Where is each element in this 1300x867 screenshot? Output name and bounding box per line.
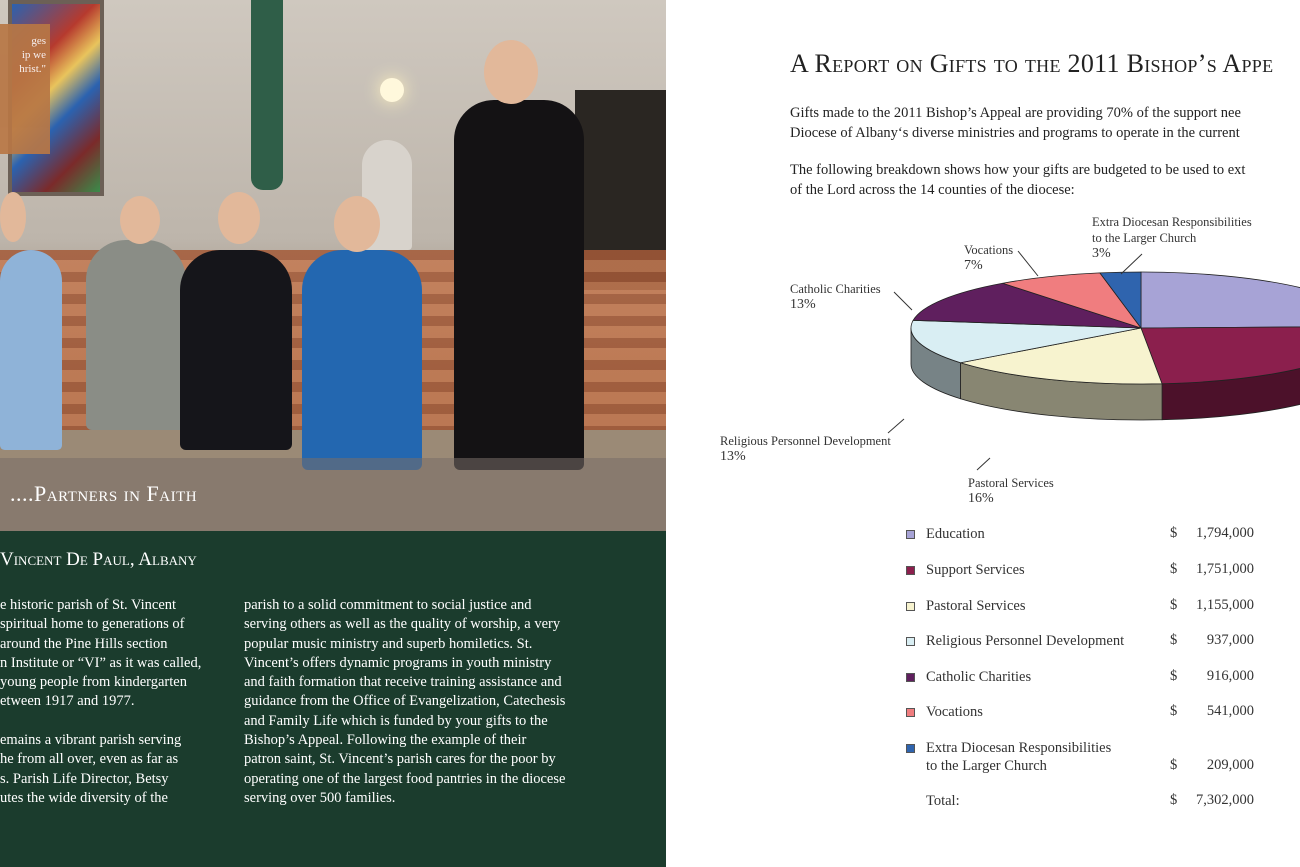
- legend-amount: 1,155,000: [1196, 597, 1254, 613]
- callout-leader-line: [977, 458, 990, 470]
- legend-label-line: Vocations: [926, 704, 983, 720]
- report-title: A Report on Gifts to the 2011 Bishop’s Appe: [790, 49, 1274, 78]
- legend-currency: $: [1170, 757, 1178, 773]
- legend-label-line: Catholic Charities: [926, 669, 1032, 685]
- legend-swatch: [906, 708, 915, 717]
- paragraph-gap: [0, 712, 201, 731]
- intro-paragraph-2: [790, 161, 1245, 200]
- legend-amount: 937,000: [1206, 632, 1254, 648]
- callout-name: Catholic Charities: [790, 282, 881, 296]
- green-banner-drape: [251, 0, 283, 190]
- pie-slice: [1141, 272, 1300, 328]
- article-line: spiritual home to generations of: [0, 616, 185, 633]
- article-line: serving over 500 families.: [244, 789, 396, 806]
- person-5: [454, 100, 584, 470]
- legend-label-line: Education: [926, 526, 985, 542]
- callout-name: Extra Diocesan Responsibilities: [1092, 215, 1252, 229]
- callout-percent: 3%: [1092, 246, 1111, 261]
- person-4: [302, 250, 422, 470]
- intro-line: of the Lord across the 14 counties of the diocese:: [790, 181, 1075, 198]
- quote-box: [0, 24, 50, 154]
- pie-callout-label: [964, 242, 1013, 274]
- callout-name: Vocations: [964, 243, 1014, 257]
- legend-currency: $: [1170, 703, 1178, 719]
- legend-currency: $: [1170, 525, 1178, 541]
- article-column-1: [0, 596, 201, 808]
- callout-percent: 7%: [964, 258, 983, 273]
- legend-label-line: Pastoral Services: [926, 598, 1026, 614]
- legend-amount: 541,000: [1206, 703, 1254, 719]
- article-line: Bishop’s Appeal. Following the example of their: [244, 732, 527, 749]
- article-line: and faith formation that receive training assistance and: [244, 674, 562, 691]
- legend-label: [926, 703, 983, 721]
- legend-currency: $: [1170, 668, 1178, 684]
- article-line: etween 1917 and 1977.: [0, 693, 135, 710]
- article-line: operating one of the largest food pantries in the diocese: [244, 770, 566, 787]
- total-currency: $: [1170, 792, 1178, 808]
- article-line: e historic parish of St. Vincent: [0, 597, 177, 613]
- article-line: popular music ministry and superb homiletics. St.: [244, 635, 533, 652]
- intro-paragraph-1: [790, 104, 1241, 143]
- legend-label-line: to the Larger Church: [926, 758, 1047, 774]
- article-line: guidance from the Office of Evangelization, Catechesis: [244, 693, 566, 710]
- legend-label-line: Religious Personnel Development: [926, 633, 1125, 649]
- legend-label: [926, 561, 1025, 579]
- legend-swatch: [906, 637, 915, 646]
- right-page: [666, 0, 1300, 867]
- legend-label-line: Extra Diocesan Responsibilities: [926, 740, 1112, 756]
- legend-amount: 1,794,000: [1196, 525, 1254, 541]
- legend-label: [926, 668, 1031, 686]
- legend-amount: 209,000: [1206, 757, 1254, 773]
- article-line: emains a vibrant parish serving: [0, 732, 182, 749]
- legend-label: [926, 632, 1124, 650]
- partners-in-faith-heading: ....Partners in Faith: [10, 481, 198, 506]
- callout-percent: 13%: [790, 297, 816, 312]
- quote-line: hrist.": [19, 63, 46, 75]
- legend-swatch: [906, 530, 915, 539]
- article-line: young people from kindergarten: [0, 674, 187, 691]
- legend-swatch: [906, 673, 915, 682]
- intro-line: Gifts made to the 2011 Bishop’s Appeal are providing 70% of the support nee: [790, 105, 1241, 121]
- legend-amount: 1,751,000: [1196, 561, 1254, 577]
- article-line: Vincent’s offers dynamic programs in youth ministry: [244, 654, 552, 671]
- callout-leader-line: [1018, 251, 1038, 276]
- pie-callout-label: [720, 433, 891, 465]
- intro-line: The following breakdown shows how your gifts are budgeted to be used to ext: [790, 162, 1246, 178]
- legend-currency: $: [1170, 561, 1178, 577]
- callout-leader-line: [888, 419, 904, 433]
- callout-name: to the Larger Church: [1092, 231, 1197, 245]
- article-line: n Institute or “VI” as it was called,: [0, 654, 202, 671]
- callout-leader-line: [894, 292, 912, 310]
- person-3-head: [218, 192, 260, 244]
- quote-line: ip we: [21, 49, 46, 61]
- article-line: patron saint, St. Vincent’s parish cares for the poor by: [244, 751, 556, 768]
- pie-callout-label: [1092, 214, 1252, 262]
- person-1: [0, 250, 62, 450]
- pie-callout-label: [790, 281, 881, 313]
- legend-amount: 916,000: [1206, 668, 1254, 684]
- person-4-head: [334, 196, 380, 252]
- parish-group-photo: [0, 0, 666, 531]
- parish-title: Vincent De Paul, Albany: [0, 549, 197, 570]
- legend-currency: $: [1170, 632, 1178, 648]
- legend-currency: $: [1170, 597, 1178, 613]
- legend-swatch: [906, 566, 915, 575]
- intro-line: Diocese of Albany‘s diverse ministries and programs to operate in the current: [790, 124, 1240, 141]
- callout-percent: 13%: [720, 449, 746, 464]
- legend-label-line: Support Services: [926, 562, 1025, 578]
- article-line: utes the wide diversity of the: [0, 789, 168, 806]
- legend-label: [926, 739, 1111, 775]
- person-5-head: [484, 40, 538, 104]
- article-column-2: [244, 596, 565, 808]
- callout-percent: 16%: [968, 491, 994, 506]
- legend-label: [926, 525, 985, 543]
- person-2: [86, 240, 186, 430]
- quote-line: ges: [31, 35, 46, 47]
- article-line: parish to a solid commitment to social justice and: [244, 597, 532, 613]
- total-label: Total:: [926, 793, 960, 809]
- pie-callout-label: [968, 475, 1054, 507]
- article-line: and Family Life which is funded by your gifts to the: [244, 712, 548, 729]
- wall-lamp: [380, 78, 404, 102]
- person-3: [180, 250, 292, 450]
- callout-name: Religious Personnel Development: [720, 434, 891, 448]
- article-line: serving others as well as the quality of worship, a very: [244, 616, 561, 633]
- legend-label: [926, 597, 1025, 615]
- legend-swatch: [906, 602, 915, 611]
- total-amount: 7,302,000: [1196, 792, 1254, 808]
- legend-swatch: [906, 744, 915, 753]
- article-line: he from all over, even as far as: [0, 751, 179, 768]
- article-line: around the Pine Hills section: [0, 635, 168, 652]
- article-line: s. Parish Life Director, Betsy: [0, 770, 169, 787]
- person-2-head: [120, 196, 160, 244]
- callout-name: Pastoral Services: [968, 476, 1054, 490]
- person-1-head: [0, 192, 26, 242]
